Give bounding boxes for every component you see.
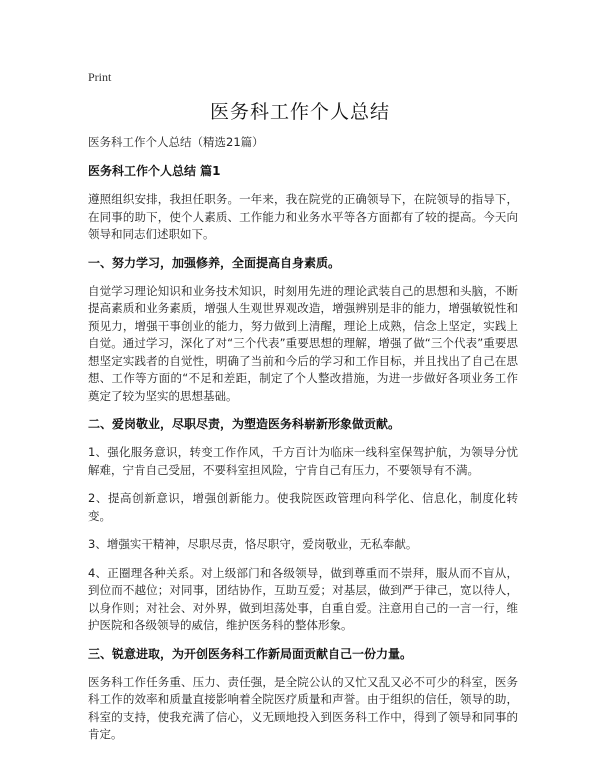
piece-title: 医务科工作个人总结 篇1	[88, 164, 221, 178]
section-2-item-3: 3、增强实干精神，尽职尽责，恪尽职守，爱岗敬业，无私奉献。	[88, 537, 418, 551]
section-2-item-4: 4、正圈理各种关系。对上级部门和各级领导，做到尊重而不崇拜，服从而不盲从，到位而不越位；对同事，团结协作，互助互爱；对基层，做到严于律己，宽以待人，以身作则；对社会、对外界，做到坦荡处事，自重自爱。注意用自己的一言一行，维护医院和各级领导的威信，维护医务科的整体形象。	[88, 565, 518, 632]
print-label: Print	[88, 70, 112, 84]
page-title: 医务科工作个人总结	[209, 101, 390, 123]
section-2-heading: 二、爱岗敬业，尽职尽责，为塑造医务科崭新形象做贡献。	[88, 417, 401, 431]
document-body	[88, 134, 518, 755]
intro-paragraph: 遵照组织安排，我担任职务。一年来，我在院党的正确领导下，在院领导的指导下，在同事的助下，使个人素质、工作能力和业务水平等各方面都有了较的提高。今天向领导和同志们述职如下。	[88, 192, 518, 241]
section-2-item-1: 1、强化服务意识，转变工作作风，千方百计为临床一线科室保驾护航，为领导分忧解难，宁肯自己受屈，不要科室担风险，宁肯自己有压力，不要领导有不满。	[88, 445, 518, 477]
document-subtitle: 医务科工作个人总结（精选21篇）	[88, 135, 264, 149]
section-1-paragraph: 自觉学习理论知识和业务技术知识，时刻用先进的理论武装自己的思想和头脑，不断提高素质和业务素质，增强人生观世界观改造，增强辨别是非的能力，增强敏锐性和预见力，增强干事创业的能力，努力做到上清醒，理论上成熟，信念上坚定，实践上自觉。通过学习，深化了对“三个代表”重要思想的理解，增强了做“三个代表”重要思想坚定实践者的自觉性，明确了当前和今后的学习和工作目标，并且找出了自己在思想、工作等方面的“不足和差距，制定了个人整改措施，为进一步做好各项业务工作奠定了较为坚实的思想基础。	[88, 283, 518, 403]
section-3-heading: 三、锐意进取，为开创医务科工作新局面贡献自己一份力量。	[88, 646, 413, 661]
section-2-item-2: 2、提高创新意识，增强创新能力。使我院医政管理向科学化、信息化，制度化转变。	[88, 491, 518, 523]
section-3-paragraph: 医务科工作任务重、压力、责任强，是全院公认的又忙又乱又必不可少的科室，医务科工作的效率和质量直接影响着全院医疗质量和声誉。由于组织的信任，领导的助，科室的支持，使我充满了信心，义无顾地投入到医务科工作中，得到了领导和同事的肯定。	[88, 674, 518, 741]
section-1-heading: 一、努力学习，加强修养，全面提高自身素质。	[88, 255, 341, 270]
